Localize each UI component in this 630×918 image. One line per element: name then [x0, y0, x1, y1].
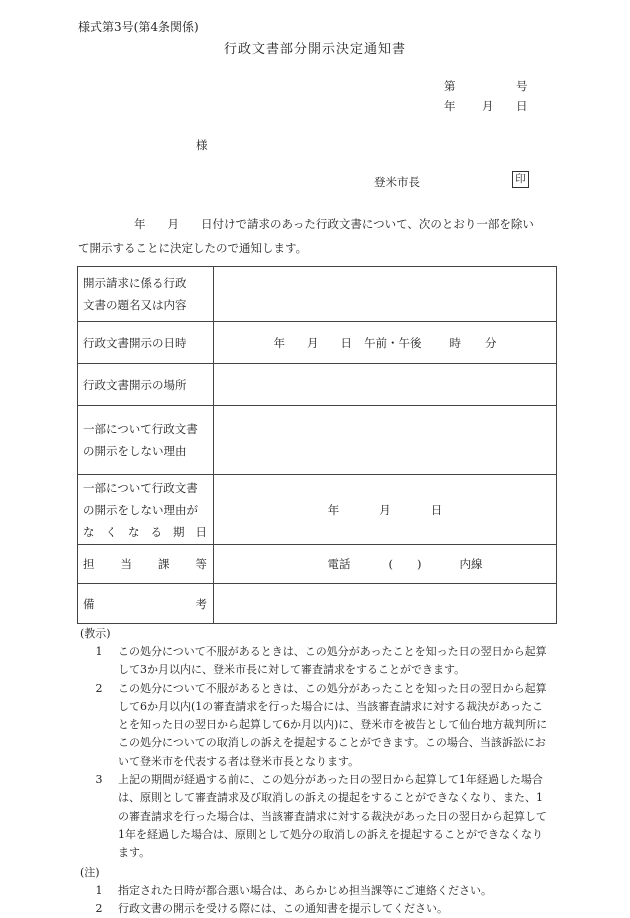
row-disclosure-place: [78, 364, 557, 406]
value-disclosure-place: [214, 364, 557, 406]
decision-table: [77, 266, 557, 624]
intro-text-1: 日付けで請求のあった行政文書について、次のとおり一部を除い: [201, 217, 534, 231]
instruction-item: [80, 680, 560, 771]
number-dai: 第: [444, 79, 456, 93]
item-number: 1: [95, 645, 103, 658]
item-text: 上記の期間が経過する前に、この処分があった日の翌日から起算して1年経過した場合は、原則として審査請求及び取消しの訴えの提起をすることができなくなり、また、1の審査請求を行った場合は、当該審査請求に対する裁決があった日の翌日から起算して1年を経過した場合は、原則として処分の取消しの訴えを提起することができなくなります。: [118, 773, 547, 860]
row-department: [78, 545, 557, 584]
dt-hour: 時: [449, 335, 461, 350]
value-department: [214, 545, 557, 584]
item-text: この処分について不服があるときは、この処分があったことを知った日の翌日から起算して3か月以内に、登米市長に対して審査請求をすることができます。: [118, 645, 547, 677]
label-department: [78, 545, 214, 584]
label-char: 等: [195, 557, 207, 571]
label-char: 期: [173, 524, 185, 539]
item-text: この処分について不服があるときは、この処分があったことを知った日の翌日から起算して6か月以内(1の審査請求を行った場合には、当該審査請求に対する裁決があったことを知った日の翌日から起算して6か月以内)に、登米市を被告として仙台地方裁判所にこの処分についての取消しの訴えを提起することができます。この場合、当該訴訟において登米市を代表する者は登米市長となります。: [118, 681, 548, 768]
value-document-title: [214, 267, 557, 322]
item-text: 行政文書の開示を受ける際には、この通知書を提示してください。: [118, 901, 448, 915]
label-line: 開示請求に係る行政: [83, 276, 187, 290]
label-line-justified: [83, 521, 213, 543]
date-month: 月: [482, 99, 494, 113]
row-disclosure-datetime: [78, 322, 557, 364]
label-char: な: [128, 524, 140, 539]
label-line: 文書の題名又は内容: [83, 298, 187, 312]
instruction-item: [80, 643, 560, 680]
row-document-title: [78, 267, 557, 322]
dt-ampm: 午前・午後: [364, 335, 422, 350]
exp-year: 年: [327, 502, 340, 517]
label-char: る: [150, 524, 162, 539]
paren-close: ): [417, 557, 422, 571]
label-char: な: [83, 524, 95, 539]
note-item: [80, 900, 560, 918]
label-char: 課: [158, 557, 170, 571]
label-line: の開示をしない理由: [83, 444, 187, 458]
intro-text-2: て開示することに決定したので通知します。: [78, 241, 308, 255]
date-year: 年: [444, 99, 456, 113]
intro-paragraph: [78, 212, 556, 260]
row-nondisclosure-reason: [78, 406, 557, 475]
form-number: 様式第3号(第4条関係): [78, 20, 199, 34]
intro-month: 月: [167, 217, 179, 231]
item-text: 指定された日時が都合悪い場合は、あらかじめ担当課等にご連絡ください。: [118, 883, 492, 897]
label-line: の開示をしない理由が: [83, 502, 198, 517]
label-line: 一部について行政文書: [83, 480, 198, 495]
label-nondisclosure-reason: [78, 406, 214, 475]
label-char: く: [105, 524, 117, 539]
date-day: 日: [516, 99, 528, 113]
label-char: 考: [195, 596, 207, 611]
dt-day: 日: [340, 335, 352, 350]
notes-header: (注): [80, 865, 100, 879]
issuer-name: 登米市長: [374, 175, 420, 189]
instructions-header: (教示): [80, 627, 111, 640]
exp-day: 日: [430, 502, 443, 517]
instructions-section: [80, 625, 560, 918]
item-number: 1: [95, 883, 103, 897]
dt-year: 年: [273, 335, 285, 350]
value-disclosure-datetime: [214, 322, 557, 364]
label-char: 当: [120, 557, 132, 571]
item-number: 3: [95, 773, 103, 787]
label-document-title: [78, 267, 214, 322]
label-line: 一部について行政文書: [83, 422, 198, 436]
extension-label: 内線: [459, 557, 483, 571]
phone-label: 電話: [327, 557, 351, 571]
value-remarks: [214, 584, 557, 624]
intro-year: 年: [134, 217, 146, 231]
dt-month: 月: [307, 335, 319, 350]
instruction-item: [80, 771, 560, 862]
label-reason-expiry-date: [78, 475, 214, 545]
number-go: 号: [516, 79, 528, 93]
label-char: 備: [83, 596, 95, 611]
seal-stamp: 印: [512, 171, 529, 188]
label-char: 担: [83, 557, 95, 571]
item-number: 2: [95, 681, 103, 695]
label-line-justified: [83, 593, 213, 615]
dt-minute: 分: [485, 335, 497, 350]
label-remarks: [78, 584, 214, 624]
paren-open: (: [388, 557, 393, 571]
addressee-suffix: 様: [196, 138, 208, 152]
document-title: 行政文書部分開示決定通知書: [223, 42, 406, 57]
label-char: 日: [195, 524, 207, 539]
label-disclosure-datetime: 行政文書開示の日時: [78, 322, 214, 364]
row-remarks: [78, 584, 557, 624]
label-line-justified: [83, 553, 213, 575]
value-nondisclosure-reason: [214, 406, 557, 475]
value-reason-expiry-date: [214, 475, 557, 545]
note-item: [80, 882, 560, 900]
row-reason-expiry-date: [78, 475, 557, 545]
label-disclosure-place: 行政文書開示の場所: [78, 364, 214, 406]
exp-month: 月: [379, 502, 391, 517]
item-number: 2: [95, 901, 103, 915]
